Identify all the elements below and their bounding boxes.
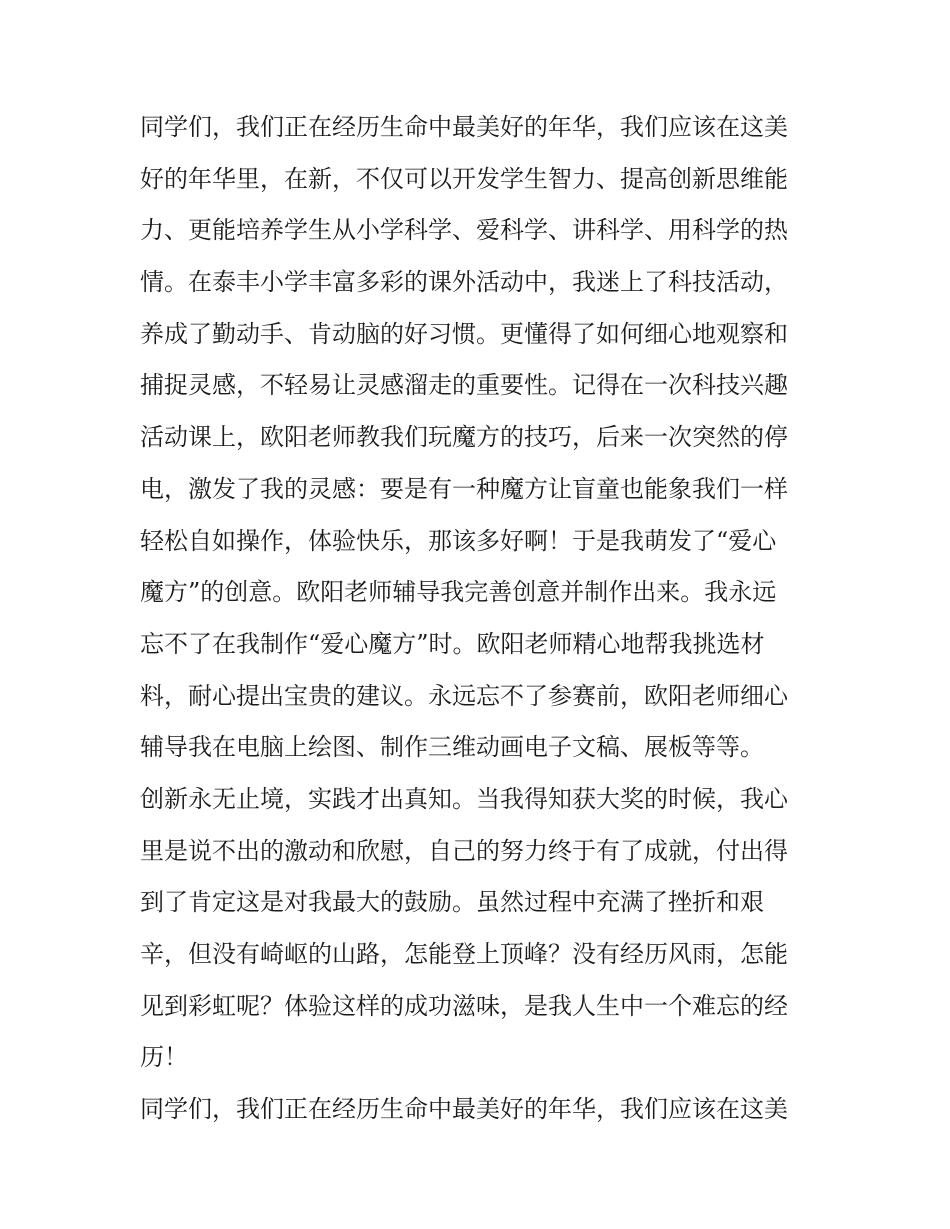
text-line: 电，激发了我的灵感：要是有一种魔方让盲童也能象我们一样 <box>140 474 788 503</box>
text-line: 忘不了在我制作“爱心魔方”时。欧阳老师精心地帮我挑选材 <box>140 629 765 658</box>
text-line: 力、更能培养学生从小学科学、爱科学、讲科学、用科学的热 <box>140 216 788 245</box>
text-line: 好的年华里，在新，不仅可以开发学生智力、提高创新思维能 <box>140 164 788 193</box>
text-line: 轻松自如操作，体验快乐，那该多好啊！于是我萌发了“爱心 <box>140 526 777 555</box>
text-line: 魔方”的创意。欧阳老师辅导我完善创意并制作出来。我永远 <box>140 578 777 607</box>
text-line: 情。在泰丰小学丰富多彩的课外活动中，我迷上了科技活动， <box>140 268 788 297</box>
text-line: 料，耐心提出宝贵的建议。永远忘不了参赛前，欧阳老师细心 <box>140 681 788 710</box>
text-line: 见到彩虹呢？体验这样的成功滋味，是我人生中一个难忘的经 <box>140 991 788 1020</box>
text-line: 同学们，我们正在经历生命中最美好的年华，我们应该在这美 <box>140 1095 788 1124</box>
text-line: 同学们，我们正在经历生命中最美好的年华，我们应该在这美 <box>140 113 788 141</box>
text-line: 养成了勤动手、肯动脑的好习惯。更懂得了如何细心地观察和 <box>140 319 788 348</box>
body-text <box>140 102 820 1136</box>
text-line: 里是说不出的激动和欣慰，自己的努力终于有了成就，付出得 <box>140 836 788 865</box>
text-line: 创新永无止境，实践才出真知。当我得知获大奖的时候，我心 <box>140 784 788 813</box>
text-line: 活动课上，欧阳老师教我们玩魔方的技巧，后来一次突然的停 <box>140 423 788 452</box>
text-line: 辅导我在电脑上绘图、制作三维动画电子文稿、展板等等。 <box>140 733 764 762</box>
text-line: 历！ <box>140 1043 188 1072</box>
text-line: 到了肯定这是对我最大的鼓励。虽然过程中充满了挫折和艰 <box>140 888 764 917</box>
text-line: 辛，但没有崎岖的山路，怎能登上顶峰？没有经历风雨，怎能 <box>140 940 788 968</box>
text-line: 捕捉灵感，不轻易让灵感溜走的重要性。记得在一次科技兴趣 <box>140 371 788 400</box>
